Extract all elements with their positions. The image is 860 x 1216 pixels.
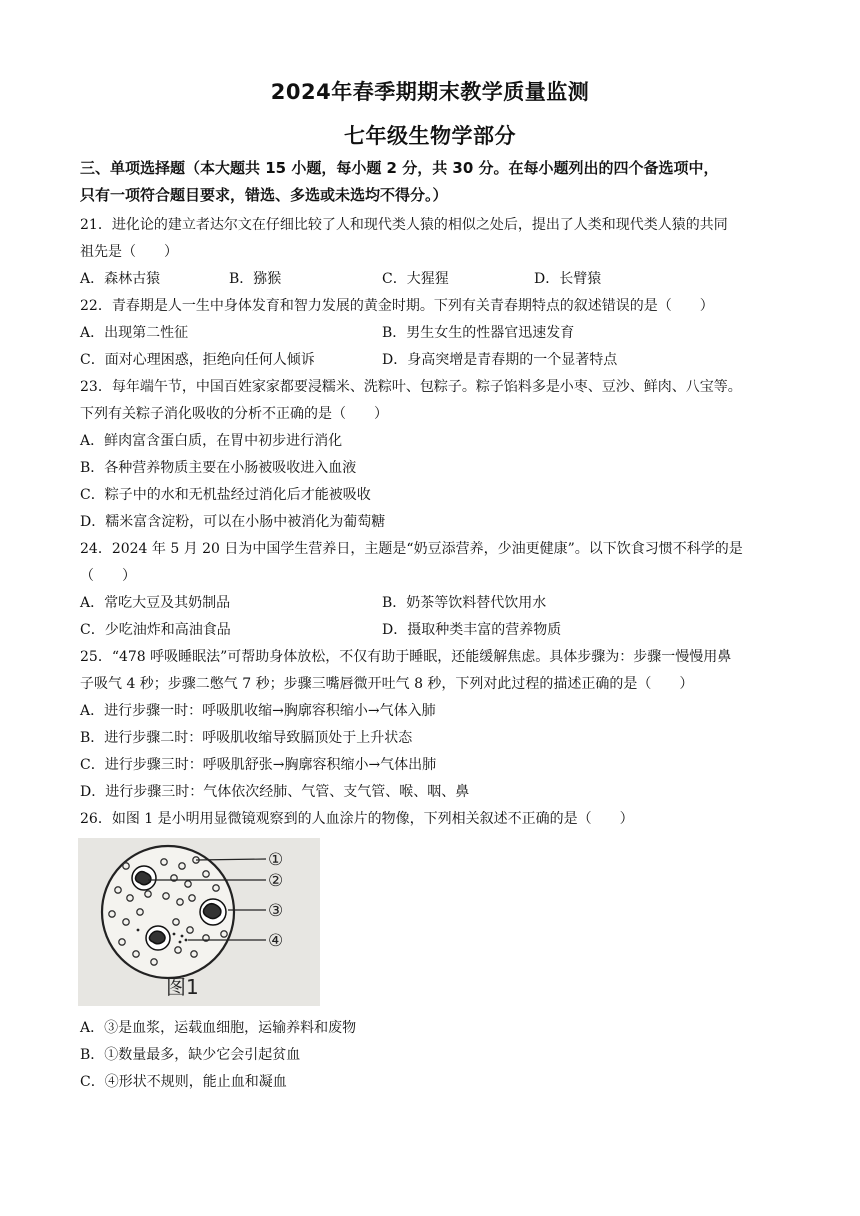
figure-caption: 图1 xyxy=(166,975,199,999)
figure-label-3: ③ xyxy=(268,901,284,921)
question-21-stem-line-1: 21．进化论的建立者达尔文在仔细比较了人和现代类人猿的相似之处后，提出了人类和现代类人猿的共同 xyxy=(80,217,728,233)
question-25-option-a[interactable]: A．进行步骤一时：呼吸肌收缩→胸廓容积缩小→气体入肺 xyxy=(80,703,436,719)
question-25-option-d[interactable]: D．进行步骤三时：气体依次经肺、气管、支气管、喉、咽、鼻 xyxy=(80,784,470,800)
question-23-option-b[interactable]: B．各种营养物质主要在小肠被吸收进入血液 xyxy=(80,460,357,476)
question-26-option-c[interactable]: C．④形状不规则，能止血和凝血 xyxy=(80,1074,287,1090)
question-23-stem-line-2: 下列有关粽子消化吸收的分析不正确的是（ ） xyxy=(80,406,388,422)
section-heading xyxy=(80,155,785,209)
question-26-stem-line-1: 26．如图 1 是小明用显微镜观察到的人血涂片的物像，下列相关叙述不正确的是（ ） xyxy=(80,811,634,827)
question-22-stem-line-1: 22．青春期是人一生中身体发育和智力发展的黄金时期。下列有关青春期特点的叙述错误的是（ ） xyxy=(80,298,714,314)
question-21-option-a[interactable]: A．森林古猿 xyxy=(80,271,161,287)
question-22-option-c[interactable]: C．面对心理困惑，拒绝向任何人倾诉 xyxy=(80,352,315,368)
figure-label-4: ④ xyxy=(268,931,284,951)
question-24-option-a[interactable]: A．常吃大豆及其奶制品 xyxy=(80,595,231,611)
question-21-option-b[interactable]: B．猕猴 xyxy=(229,271,282,287)
blood-smear-figure xyxy=(78,838,320,1006)
question-21-option-d[interactable]: D．长臂猿 xyxy=(534,271,602,287)
question-24-stem-line-2: （ ） xyxy=(80,568,136,584)
question-21-stem-line-2: 祖先是（ ） xyxy=(80,244,178,260)
question-22-option-a[interactable]: A．出现第二性征 xyxy=(80,325,189,341)
question-25-stem-line-1: 25．“478 呼吸睡眠法”可帮助身体放松，不仅有助于睡眠，还能缓解焦虑。具体步骤为：步骤一慢慢用鼻 xyxy=(80,649,732,665)
question-24-stem-line-1: 24．2024 年 5 月 20 日为中国学生营养日，主题是“奶豆添营养，少油更健康”。以下饮食习惯不科学的是 xyxy=(80,541,743,557)
section-heading-line-2: 只有一项符合题目要求，错选、多选或未选均不得分。） xyxy=(80,186,448,204)
question-23-option-c[interactable]: C．粽子中的水和无机盐经过消化后才能被吸收 xyxy=(80,487,371,503)
question-24-option-d[interactable]: D．摄取种类丰富的营养物质 xyxy=(382,622,562,638)
exam-subtitle: 七年级生物学部分 xyxy=(344,124,516,148)
question-25-option-b[interactable]: B．进行步骤二时：呼吸肌收缩导致膈顶处于上升状态 xyxy=(80,730,413,746)
figure-label-1: ① xyxy=(268,850,284,870)
question-25-stem-line-2: 子吸气 4 秒；步骤二憋气 7 秒；步骤三嘴唇微开吐气 8 秒，下列对此过程的描述正确的是（ ） xyxy=(80,676,694,692)
question-23-stem-line-1: 23．每年端午节，中国百姓家家都要浸糯米、洗粽叶、包粽子。粽子馅料多是小枣、豆沙、鲜肉、八宝等。 xyxy=(80,379,742,395)
blood-smear-illustration xyxy=(78,838,320,1006)
question-26-option-a[interactable]: A．③是血浆，运载血细胞，运输养料和废物 xyxy=(80,1020,357,1036)
section-heading-line-1: 三、单项选择题（本大题共 15 小题，每小题 2 分，共 30 分。在每小题列出的四个备选项中， xyxy=(80,159,719,177)
question-21-option-c[interactable]: C．大猩猩 xyxy=(382,271,449,287)
exam-title: 2024年春季期期末教学质量监测 xyxy=(270,80,590,104)
question-22-option-d[interactable]: D．身高突增是青春期的一个显著特点 xyxy=(382,352,618,368)
question-22-option-b[interactable]: B．男生女生的性器官迅速发育 xyxy=(382,325,575,341)
question-23-option-d[interactable]: D．糯米富含淀粉，可以在小肠中被消化为葡萄糖 xyxy=(80,514,386,530)
question-23-option-a[interactable]: A．鲜肉富含蛋白质，在胃中初步进行消化 xyxy=(80,433,343,449)
figure-label-2: ② xyxy=(268,871,284,891)
question-24-option-c[interactable]: C．少吃油炸和高油食品 xyxy=(80,622,231,638)
question-25-option-c[interactable]: C．进行步骤三时：呼吸肌舒张→胸廓容积缩小→气体出肺 xyxy=(80,757,437,773)
question-24-option-b[interactable]: B．奶茶等饮料替代饮用水 xyxy=(382,595,547,611)
question-26-option-b[interactable]: B．①数量最多，缺少它会引起贫血 xyxy=(80,1047,301,1063)
